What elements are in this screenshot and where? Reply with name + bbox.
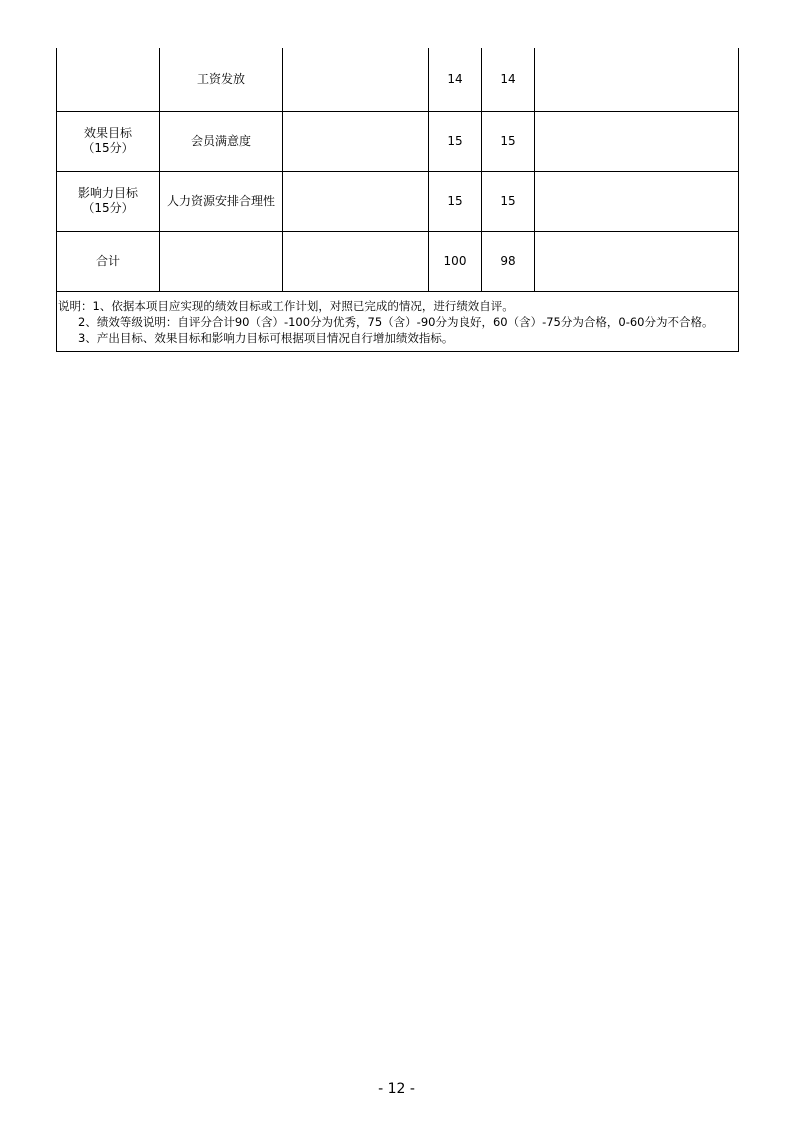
category-title: 效果目标 bbox=[83, 126, 132, 140]
standard-cell bbox=[283, 111, 429, 171]
score-cell: 15 bbox=[482, 111, 535, 171]
indicator-cell: 工资发放 bbox=[160, 48, 283, 111]
notes-row bbox=[57, 291, 739, 351]
category-points: （15分） bbox=[82, 201, 134, 215]
category-points: （15分） bbox=[82, 141, 134, 155]
note-line-3: 3、产出目标、效果目标和影响力目标可根据项目情况自行增加绩效指标。 bbox=[78, 330, 454, 345]
indicator-cell: 人力资源安排合理性 bbox=[160, 171, 283, 231]
total-weight-cell: 100 bbox=[429, 231, 482, 291]
category-title: 影响力目标 bbox=[77, 186, 138, 200]
note-line-2: 2、绩效等级说明：自评分合计90（含）-100分为优秀，75（含）-90分为良好，60（含）-75分为合格，0-60分为不合格。 bbox=[78, 314, 714, 329]
note-line-1: 说明：1、依据本项目应实现的绩效目标或工作计划，对照已完成的情况，进行绩效自评。 bbox=[58, 298, 514, 313]
table-row bbox=[57, 171, 739, 231]
standard-cell bbox=[283, 231, 429, 291]
remark-cell bbox=[535, 111, 739, 171]
total-score-cell: 98 bbox=[482, 231, 535, 291]
total-label-cell: 合计 bbox=[57, 231, 160, 291]
weight-cell: 15 bbox=[429, 111, 482, 171]
weight-cell: 15 bbox=[429, 171, 482, 231]
notes-cell bbox=[57, 291, 739, 351]
standard-cell bbox=[283, 171, 429, 231]
standard-cell bbox=[283, 48, 429, 111]
indicator-cell bbox=[160, 231, 283, 291]
page-number: - 12 - bbox=[378, 1081, 415, 1097]
table-row bbox=[57, 111, 739, 171]
performance-table-container bbox=[56, 48, 738, 352]
score-cell: 15 bbox=[482, 171, 535, 231]
table-row bbox=[57, 48, 739, 111]
remark-cell bbox=[535, 231, 739, 291]
remark-cell bbox=[535, 48, 739, 111]
weight-cell: 14 bbox=[429, 48, 482, 111]
category-cell bbox=[57, 111, 160, 171]
category-cell bbox=[57, 171, 160, 231]
score-cell: 14 bbox=[482, 48, 535, 111]
indicator-cell: 会员满意度 bbox=[160, 111, 283, 171]
total-row bbox=[57, 231, 739, 291]
remark-cell bbox=[535, 171, 739, 231]
category-cell bbox=[57, 48, 160, 111]
performance-evaluation-table bbox=[56, 48, 739, 352]
